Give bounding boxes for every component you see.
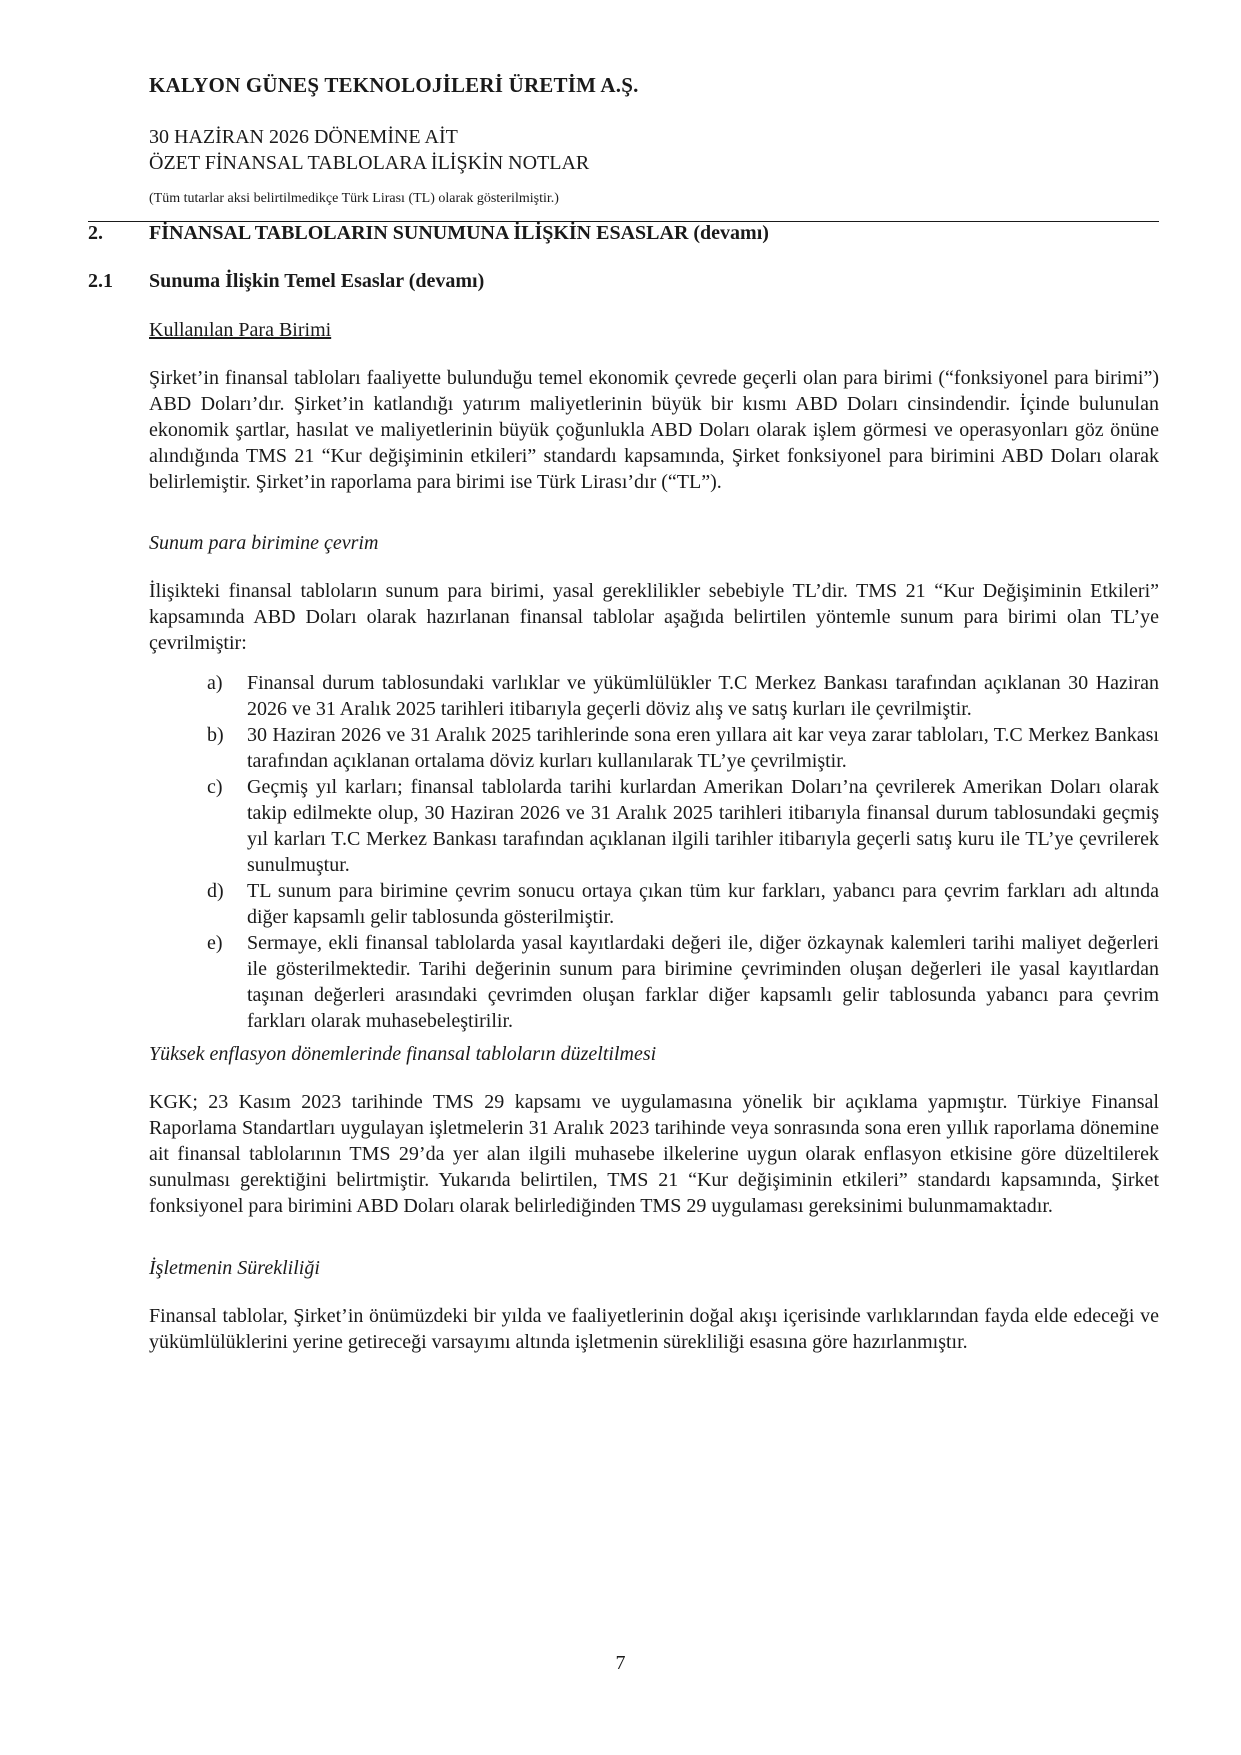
page-header bbox=[149, 72, 1159, 208]
list-item bbox=[207, 930, 1159, 1034]
translation-paragraph: İlişikteki finansal tabloların sunum para birimi, yasal gereklilikler sebebiyle TL’dir. TMS 21 “Kur Değişiminin Etkileri” kapsamında ABD Doları olarak hazırlanan finansal tablolar aşağıda belirtilen yöntemle sunum para birimi olan TL’ye çevrilmiştir: bbox=[149, 580, 1159, 654]
list-item-text: Geçmiş yıl karları; finansal tablolarda tarihi kurlardan Amerikan Doları’na çevrilerek Amerikan Doları olarak takip edilmekte olup, 30 Haziran 2026 ve 31 Aralık 2025 tarihleri itibarıyla finansal durum tablosundaki geçmiş yıl karları T.C Merkez Bankası tarafından açıklanan ilgili tarihler itibarıyla geçerli satış kuru ile TL’ye çevrilerek sunulmuştur. bbox=[247, 776, 1159, 876]
period-line: 30 HAZİRAN 2026 DÖNEMİNE AİT bbox=[149, 126, 458, 148]
list-item bbox=[207, 774, 1159, 878]
list-item-text: Finansal durum tablosundaki varlıklar ve yükümlülükler T.C Merkez Bankası tarafından açıklanan 30 Haziran 2026 ve 31 Aralık 2025 tarihleri itibarıyla geçerli döviz alış ve satış kurları ile çevrilmiştir. bbox=[247, 672, 1159, 720]
functional-currency-paragraph: Şirket’in finansal tabloları faaliyette bulunduğu temel ekonomik çevrede geçerli olan para birimi (“fonksiyonel para birimi”) ABD Doları’dır. Şirket’in katlandığı yatırım maliyetlerinin büyük bir kısmı ABD Doları cinsindendir. İçinde bulunulan ekonomik şartlar, hasılat ve maliyetlerinin büyük çoğunlukla ABD Doları olarak işlem görmesi ve operasyonları göz önüne alındığında TMS 21 “Kur değişiminin etkileri” standardı kapsamında, Şirket fonksiyonel para birimini ABD Doları olarak belirlemiştir. Şirket’in raporlama para birimi ise Türk Lirası’dır (“TL”). bbox=[149, 367, 1159, 493]
subsection-title: Sunuma İlişkin Temel Esaslar (devamı) bbox=[149, 270, 485, 292]
translation-heading: Sunum para birimine çevrim bbox=[149, 532, 379, 554]
list-item bbox=[207, 878, 1159, 930]
section-number: 2. bbox=[88, 222, 103, 244]
currency-note: (Tüm tutarlar aksi belirtilmedikçe Türk Lirası (TL) olarak gösterilmiştir.) bbox=[149, 191, 559, 206]
list-item bbox=[207, 722, 1159, 774]
going-concern-heading: İşletmenin Sürekliliği bbox=[149, 1257, 320, 1279]
section-title: FİNANSAL TABLOLARIN SUNUMUNA İLİŞKİN ESASLAR (devamı) bbox=[149, 222, 769, 244]
going-concern-paragraph: Finansal tablolar, Şirket’in önümüzdeki bir yılda ve faaliyetlerinin doğal akışı içerisinde varlıklarından fayda elde edeceği ve yükümlülüklerini yerine getireceği varsayımı altında işletmenin sürekliliği esasına göre hazırlanmıştır. bbox=[149, 1305, 1159, 1353]
subsection-heading bbox=[88, 268, 1159, 294]
list-marker: a) bbox=[207, 672, 223, 694]
section-heading bbox=[88, 220, 1159, 246]
list-marker: e) bbox=[207, 932, 223, 954]
page-number: 7 bbox=[615, 1652, 626, 1674]
company-name: KALYON GÜNEŞ TEKNOLOJİLERİ ÜRETİM A.Ş. bbox=[149, 73, 639, 97]
inflation-paragraph: KGK; 23 Kasım 2023 tarihinde TMS 29 kapsamı ve uygulamasına yönelik bir açıklama yapmıştır. Türkiye Finansal Raporlama Standartları uygulayan işletmelerin 31 Aralık 2023 tarihinde veya sonrasında sona eren yıllık raporlama dönemine ait finansal tablolarının TMS 29’da yer alan ilgili muhasebe ilkelerine uygun olarak enflasyon etkisine göre düzeltilerek sunulması gerektiğini belirtmiştir. Yukarıda belirtilen, TMS 21 “Kur değişiminin etkileri” standardı kapsamında, Şirket fonksiyonel para birimini ABD Doları olarak belirlediğinden TMS 29 uygulaması gereksinimi bulunmamaktadır. bbox=[149, 1091, 1159, 1217]
inflation-heading: Yüksek enflasyon dönemlerinde finansal tabloların düzeltilmesi bbox=[149, 1043, 657, 1065]
list-marker: d) bbox=[207, 880, 224, 902]
list-marker: b) bbox=[207, 724, 224, 746]
list-item-text: 30 Haziran 2026 ve 31 Aralık 2025 tarihlerinde sona eren yıllara ait kar veya zarar tabloları, T.C Merkez Bankası tarafından açıklanan ortalama döviz kurları kullanılarak TL’ye çevrilmiştir. bbox=[247, 724, 1159, 772]
notes-title: ÖZET FİNANSAL TABLOLARA İLİŞKİN NOTLAR bbox=[149, 152, 590, 174]
subsection-number: 2.1 bbox=[88, 270, 113, 292]
list-item-text: Sermaye, ekli finansal tablolarda yasal kayıtlardaki değeri ile, diğer özkaynak kalemleri tarihi maliyet değerleri ile gösterilmektedir. Tarihi değerinin sunum para birimine çevriminden oluşan değerleri ile yasal kayıtlardan taşınan değerleri arasındaki çevrimden oluşan farklar diğer kapsamlı gelir tablosunda yabancı para çevrim farkları olarak muhasebeleştirilir. bbox=[247, 932, 1159, 1032]
list-item-text: TL sunum para birimine çevrim sonucu ortaya çıkan tüm kur farkları, yabancı para çevrim farkları adı altında diğer kapsamlı gelir tablosunda gösterilmiştir. bbox=[247, 880, 1159, 928]
functional-currency-heading-text: Kullanılan Para Birimi bbox=[149, 319, 332, 341]
functional-currency-heading bbox=[149, 317, 1159, 343]
translation-list bbox=[207, 670, 1159, 1034]
list-item bbox=[207, 670, 1159, 722]
list-marker: c) bbox=[207, 776, 223, 798]
